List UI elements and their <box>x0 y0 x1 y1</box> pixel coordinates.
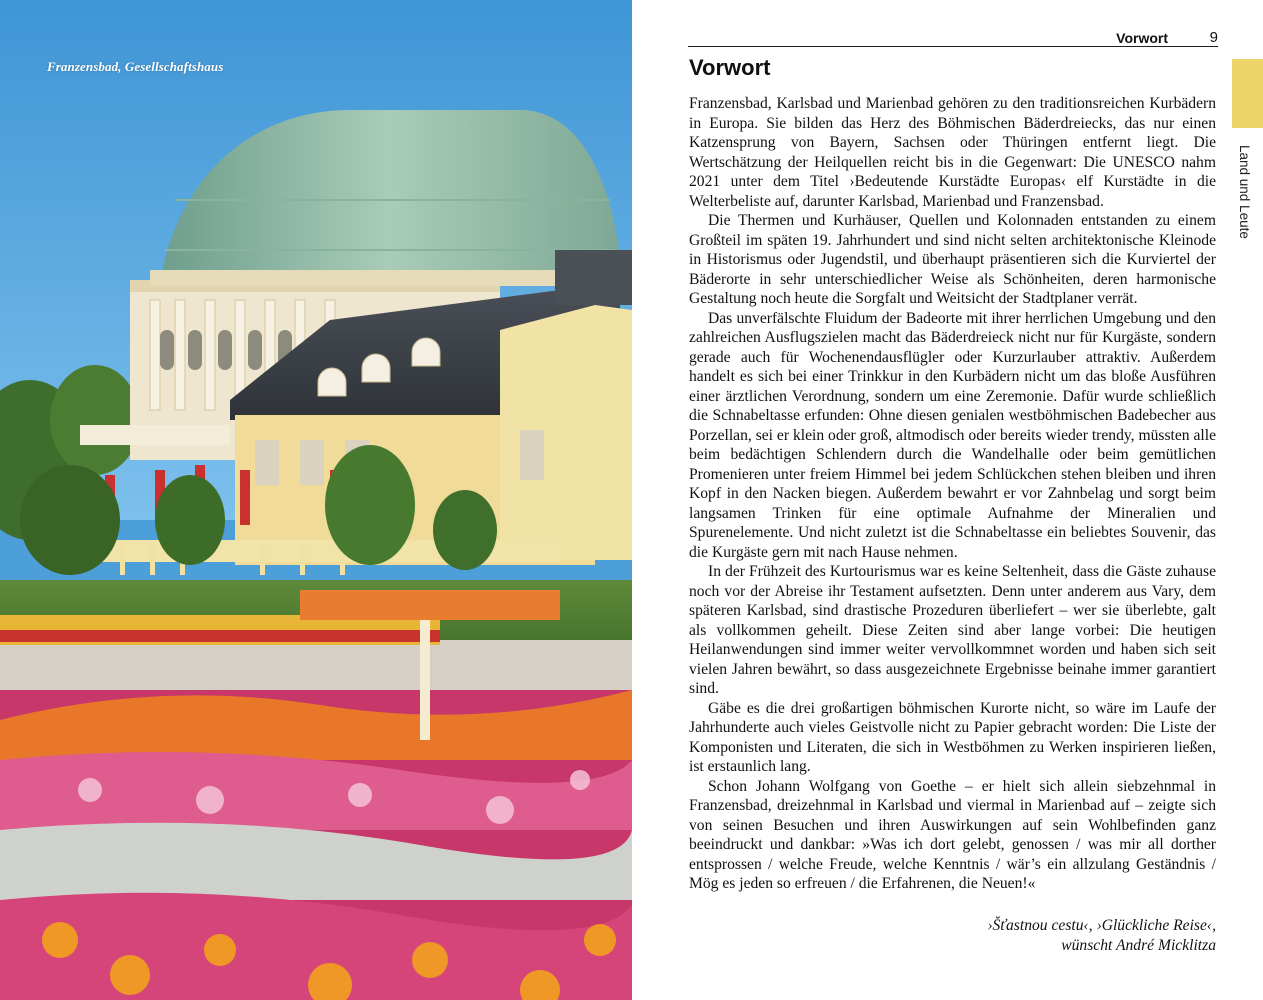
paragraph: In der Frühzeit des Kurtourismus war es keine Seltenheit, dass die Gäste zuhause noch vor der Abreise ihr Testament aufsetzten. Denn unter anderem aus Vary, dem späteren Karlsbad, sind drastische Prozeduren überliefert – wer sie überlebte, galt als vollkommen geheilt. Diese Zeiten sind aber lange vorbei: Die heutigen Heilanwendungen sind immer weiter vervollkommnet worden und haben sich seit vielen Jahren bewährt, so dass ausgezeichnete Ergebnisse beinahe immer garantiert sind. <box>689 563 1216 697</box>
paragraph: Franzensbad, Karlsbad und Marienbad gehören zu den traditionsreichen Kurbädern in Europa. Sie bilden das Herz des Böhmischen Bäderdreiecks, das nur einen Katzensprung von Bayern, Sachsen oder Thüringen entfernt liegt. Die Wertschätzung der Heilquellen reicht bis in die Gegenwart: Die UNESCO nahm 2021 unter dem Titel ›Bedeutende Kurstädte Europas‹ elf Kurstädte in die Welterbeliste auf, darunter Karlsbad, Marienbad und Franzensbad. <box>689 95 1216 210</box>
section-tab-marker <box>1232 59 1263 128</box>
paragraph: Schon Johann Wolfgang von Goethe – er hielt sich allein siebzehnmal in Franzensbad, dreizehnmal in Karlsbad und viermal in Marienbad auf – zeigte sich von seinen Besuchen und ihren Auswirkungen auf sein Wohlbefinden ganz beeindruckt und dankbar: »Was ich dort gelebt, genossen / was mir all dorther entsprossen / welche Freude, welche Kenntnis / wär’s ein allzulang Geständnis / Mög es jeden so erfreuen / die Erfahrenen, die Neuen!« <box>689 777 1216 892</box>
running-head: Vorwort <box>1116 30 1168 46</box>
paragraph: Das unverfälschte Fluidum der Badeorte mit ihrer herrlichen Umgebung und den zahlreichen Ausflugszielen macht das Bäderdreieck nicht nur für Kurgäste, sondern gerade auch für Wochenendausflügler oder Kurzurlauber attraktiv. Außerdem handelt es sich bei einer Trinkkur in den Kurbädern nicht um das bloße Ausführen einer ärztlichen Verordnung, sondern um eine Zeremonie. Dafür wurde schließlich die Schnabeltasse erfunden: Ohne diesen genialen westböhmischen Badebecher aus Porzellan, sei er klein oder groß, altmodisch oder bereits wieder trendy, müssten alle beim bedächtigen Schlendern durch die Wandelhalle oder beim gemütlichen Promenieren unter freiem Himmel bei jedem Schlückchen stehen bleiben und ihren Kopf in den Nacken biegen. Außerdem bewahrt er vor Zahnbelag und sorgt beim langsamen Trinken für eine optimale Aufnahme der Mineralien und Spurenelemente. Und nicht zuletzt ist die Schnabeltasse ein beliebtes Souvenir, das die Kurgäste gern mit nach Hause nehmen. <box>689 309 1216 561</box>
closing-greeting: ›Šťastnou cestu‹, ›Glückliche Reise‹, <box>987 917 1216 934</box>
page-number: 9 <box>1209 29 1218 46</box>
closing-signature <box>987 916 1216 955</box>
paragraph: Gäbe es die drei großartigen böhmischen Kurorte nicht, so wäre im Laufe der Jahrhunderte auch vieles Geistvolle nicht zu Papier gebracht worden: Die Liste der Komponisten und Literaten, die sich in Westböhmen zu Werken inspirieren ließen, ist erstaunlich lang. <box>689 699 1216 775</box>
section-side-label: Land und Leute <box>1237 145 1252 239</box>
body-text <box>689 94 1216 894</box>
photo-caption: Franzensbad, Gesellschaftshaus <box>47 59 224 74</box>
closing-author: wünscht André Micklitza <box>1061 936 1216 954</box>
header-rule <box>688 46 1218 47</box>
paragraph: Die Thermen und Kurhäuser, Quellen und Kolonnaden entstanden zu einem Großteil im späten 19. Jahrhundert und sind nicht selten architektonische Kleinode in Historismus oder Jugendstil, und überhaupt präsentieren sich die Kurviertel der Bäderorte in sehr unterschiedlicher Weise als Schönheiten, deren harmonische Gestaltung noch heute die Sorgfalt und Weitsicht der Stadtplaner verrät. <box>689 212 1216 307</box>
chapter-title: Vorwort <box>689 55 771 80</box>
